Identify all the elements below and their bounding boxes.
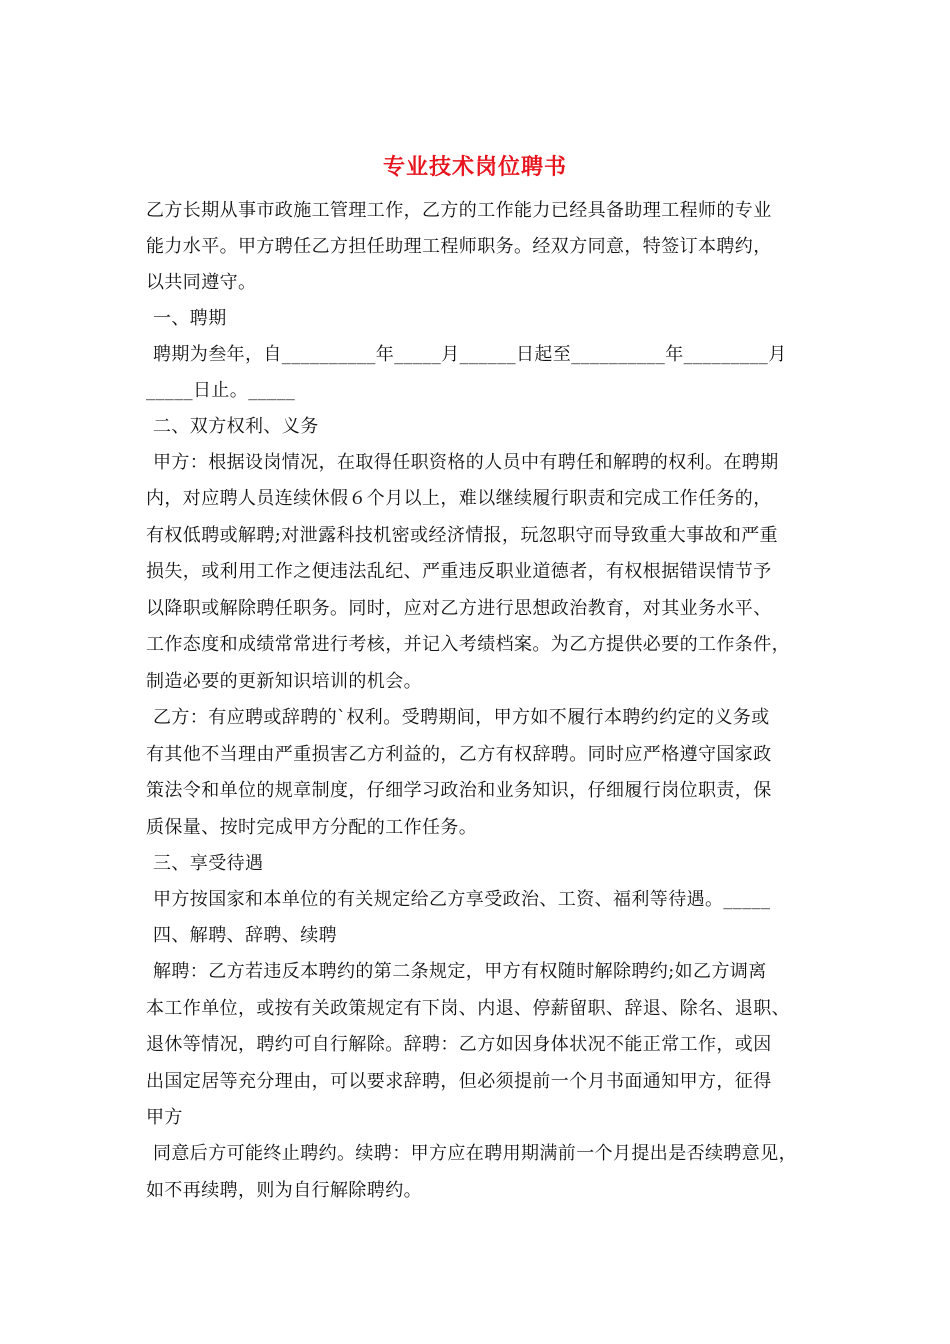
paragraph-line: 解聘：乙方若违反本聘约的第二条规定，甲方有权随时解除聘约;如乙方调离 bbox=[153, 961, 767, 982]
paragraph-line: 本工作单位，或按有关政策规定有下岗、内退、停薪留职、辞退、除名、退职、 bbox=[146, 998, 790, 1019]
paragraph-line: 甲方 bbox=[146, 1107, 183, 1128]
paragraph-line: 工作态度和成绩常常进行考核，并记入考绩档案。为乙方提供必要的工作条件， bbox=[146, 634, 790, 655]
paragraph-line: 甲方按国家和本单位的有关规定给乙方享受政治、工资、福利等待遇。_____ bbox=[153, 889, 771, 910]
paragraph-line: 乙方长期从事市政施工管理工作，乙方的工作能力已经具备助理工程师的专业 bbox=[146, 200, 772, 221]
section-heading: 四、解聘、辞聘、续聘 bbox=[153, 925, 337, 946]
section-heading: 二、双方权利、义务 bbox=[153, 416, 319, 437]
paragraph-line: 以降职或解除聘任职务。同时，应对乙方进行思想政治教育，对其业务水平、 bbox=[146, 598, 772, 619]
paragraph-line: 甲方：根据设岗情况，在取得任职资格的人员中有聘任和解聘的权利。在聘期 bbox=[153, 452, 779, 473]
paragraph-line: 质保量、按时完成甲方分配的工作任务。 bbox=[146, 817, 478, 838]
document-title: 专业技术岗位聘书 bbox=[382, 154, 567, 180]
paragraph-line: _____日止。_____ bbox=[146, 380, 296, 401]
section-heading: 三、享受待遇 bbox=[153, 853, 264, 874]
paragraph-line: 能力水平。甲方聘任乙方担任助理工程师职务。经双方同意，特签订本聘约， bbox=[146, 236, 772, 257]
section-heading: 一、聘期 bbox=[153, 308, 227, 329]
paragraph-line: 损失，或利用工作之便违法乱纪、严重违反职业道德者，有权根据错误情节予 bbox=[146, 561, 772, 582]
paragraph-line: 退休等情况，聘约可自行解除。辞聘：乙方如因身体状况不能正常工作，或因 bbox=[146, 1034, 772, 1055]
paragraph-line: 如不再续聘，则为自行解除聘约。 bbox=[146, 1180, 422, 1201]
paragraph-line: 制造必要的更新知识培训的机会。 bbox=[146, 671, 422, 692]
paragraph-line: 有其他不当理由严重损害乙方利益的，乙方有权辞聘。同时应严格遵守国家政 bbox=[146, 744, 772, 765]
paragraph-line: 出国定居等充分理由，可以要求辞聘，但必须提前一个月书面通知甲方，征得 bbox=[146, 1071, 772, 1092]
paragraph-line: 策法令和单位的规章制度，仔细学习政治和业务知识，仔细履行岗位职责，保 bbox=[146, 780, 772, 801]
paragraph-line: 有权低聘或解聘;对泄露科技机密或经济情报，玩忽职守而导致重大事故和严重 bbox=[146, 525, 779, 546]
paragraph-line: 以共同遵守。 bbox=[146, 272, 257, 293]
paragraph-line: 乙方：有应聘或辞聘的`权利。受聘期间，甲方如不履行本聘约约定的义务或 bbox=[153, 707, 770, 728]
paragraph-line: 内，对应聘人员连续休假６个月以上，难以继续履行职责和完成工作任务的， bbox=[146, 488, 772, 509]
paragraph-line: 同意后方可能终止聘约。续聘：甲方应在聘用期满前一个月提出是否续聘意见， bbox=[153, 1143, 797, 1164]
paragraph-line: 聘期为叁年，自__________年_____月______日起至__________年_________月 bbox=[153, 344, 787, 365]
